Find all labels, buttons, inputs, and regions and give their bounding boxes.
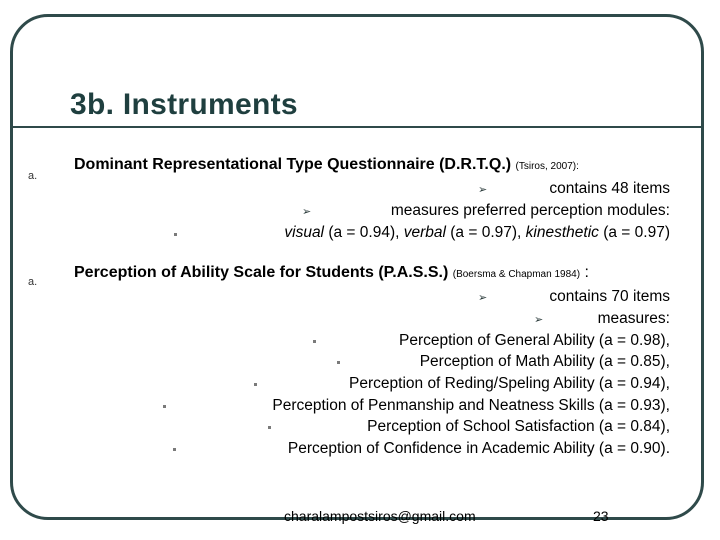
square-bullet-icon — [337, 361, 340, 364]
square-bullet-icon — [174, 233, 177, 236]
item-heading-2 — [74, 264, 589, 282]
item-citation-2: (Boersma & Chapman 1984) — [452, 269, 581, 280]
square-bullet-icon — [313, 340, 316, 343]
item1-line-1: contains 48 items — [549, 180, 670, 197]
arrow-bullet-icon: ➢ — [478, 184, 488, 196]
item2-line-2: measures: — [597, 310, 670, 327]
arrow-bullet-icon: ➢ — [478, 292, 488, 304]
item2-line-6: Perception of Penmanship and Neatness Skills (a = 0.93), — [272, 397, 670, 414]
item-marker-1: a. — [28, 170, 38, 182]
visual-label: visual — [284, 224, 325, 241]
kinesthetic-label: kinesthetic — [525, 224, 599, 241]
square-bullet-icon — [173, 448, 176, 451]
item-marker-2: a. — [28, 276, 38, 288]
item1-line-3 — [284, 224, 670, 242]
item-heading-2-colon: : — [584, 264, 589, 281]
square-bullet-icon — [163, 405, 166, 408]
arrow-bullet-icon: ➢ — [302, 206, 312, 218]
title-divider — [12, 126, 704, 128]
item2-line-1: contains 70 items — [549, 288, 670, 305]
square-bullet-icon — [268, 426, 271, 429]
item-heading-1 — [74, 156, 579, 174]
verbal-label: verbal — [403, 224, 446, 241]
item1-line-2: measures preferred perception modules: — [390, 202, 670, 219]
kinesthetic-value: (a = 0.97) — [603, 224, 670, 241]
square-bullet-icon — [254, 383, 257, 386]
footer-email: charalampostsiros@gmail.com — [284, 508, 476, 524]
visual-value: (a = 0.94), — [328, 224, 400, 241]
slide-title: 3b. Instruments — [70, 88, 298, 121]
item2-line-7: Perception of School Satisfaction (a = 0.84), — [367, 418, 670, 435]
item2-line-5: Perception of Reding/Speling Ability (a = 0.94), — [349, 375, 670, 392]
page-number: 23 — [593, 508, 609, 524]
item-heading-1-text: Dominant Representational Type Questionnaire (D.R.T.Q.) — [74, 156, 512, 173]
item-citation-1: (Tsiros, 2007): — [515, 161, 579, 172]
item2-line-3: Perception of General Ability (a = 0.98), — [399, 332, 670, 349]
verbal-value: (a = 0.97), — [450, 224, 522, 241]
arrow-bullet-icon: ➢ — [534, 314, 544, 326]
item2-line-4: Perception of Math Ability (a = 0.85), — [419, 353, 670, 370]
item-heading-2-text: Perception of Ability Scale for Students (P.A.S.S.) — [74, 264, 449, 281]
item2-line-8: Perception of Confidence in Academic Ability (a = 0.90). — [287, 440, 670, 457]
